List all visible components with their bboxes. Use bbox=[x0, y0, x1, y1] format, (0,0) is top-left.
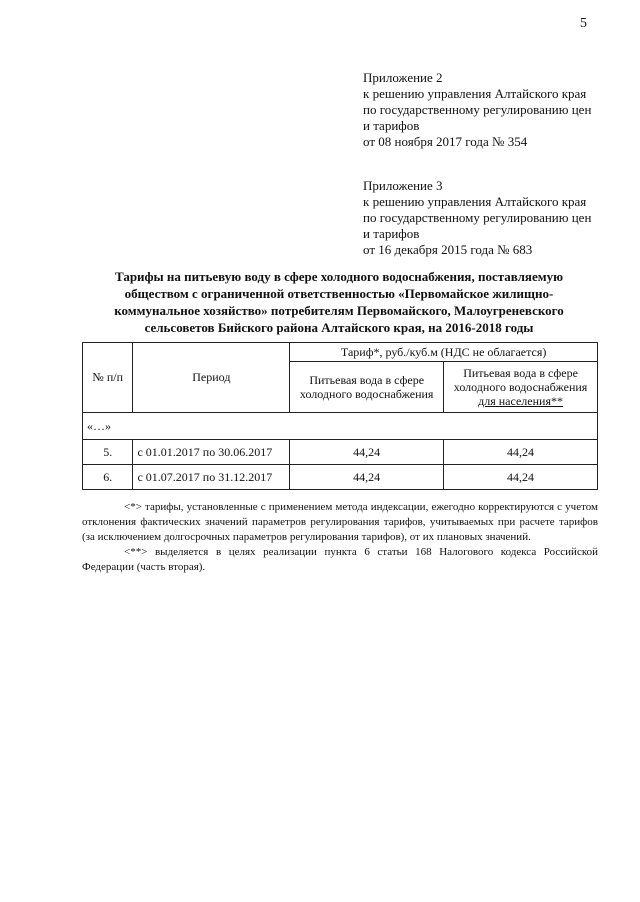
title-line: Тарифы на питьевую воду в сфере холодного водоснабжения, поставляемую bbox=[114, 269, 564, 284]
appendix-3-line: от 16 декабря 2015 года № 683 bbox=[363, 242, 533, 257]
header-col2-line: Питьевая вода в сфере bbox=[463, 366, 578, 380]
appendix-2-block bbox=[363, 70, 613, 150]
header-tariff: Тариф*, руб./куб.м (НДС не облагается) bbox=[290, 343, 598, 362]
cell-num: 5. bbox=[83, 440, 133, 465]
appendix-2-line: к решению управления Алтайского края bbox=[363, 86, 587, 101]
appendix-3-line: Приложение 3 bbox=[363, 178, 443, 193]
cell-val2: 44,24 bbox=[444, 440, 598, 465]
table-row bbox=[83, 465, 598, 490]
appendix-3-line: по государственному регулированию цен bbox=[363, 210, 592, 225]
header-col2-line: холодного водоснабжения bbox=[453, 380, 588, 394]
footnotes bbox=[82, 500, 598, 575]
header-col1: Питьевая вода в сфере холодного водоснабжения bbox=[290, 362, 444, 413]
cell-val2: 44,24 bbox=[444, 465, 598, 490]
table-row-ellipsis bbox=[83, 413, 598, 440]
title-line: обществом с ограниченной ответственностью «Первомайское жилищно- bbox=[124, 286, 554, 301]
appendix-3-line: и тарифов bbox=[363, 226, 420, 241]
document-title bbox=[82, 268, 596, 336]
footnote-1: <*> тарифы, установленные с применением метода индексации, ежегодно корректируются с учетом отклонения фактических значений параметров регулирования тарифов, учитываемых при расчете тарифов (за исключением долгосрочных параметров регулирования тарифов), от их плановых значений. bbox=[82, 501, 598, 543]
appendix-2-line: Приложение 2 bbox=[363, 70, 443, 85]
appendix-2-line: и тарифов bbox=[363, 118, 420, 133]
cell-num: 6. bbox=[83, 465, 133, 490]
title-line: сельсоветов Бийского района Алтайского края, на 2016-2018 годы bbox=[144, 320, 534, 335]
footnote-2: <**> выделяется в целях реализации пункта 6 статьи 168 Налогового кодекса Российской Федерации (часть вторая). bbox=[82, 546, 598, 573]
header-num: № п/п bbox=[83, 343, 133, 413]
table-row bbox=[83, 440, 598, 465]
header-col2 bbox=[444, 362, 598, 413]
table-header-row bbox=[83, 343, 598, 362]
appendix-2-line: от 08 ноября 2017 года № 354 bbox=[363, 134, 528, 149]
cell-period: с 01.01.2017 по 30.06.2017 bbox=[133, 440, 290, 465]
cell-val1: 44,24 bbox=[290, 465, 444, 490]
cell-period: с 01.07.2017 по 31.12.2017 bbox=[133, 465, 290, 490]
appendix-3-block bbox=[363, 178, 613, 258]
ellipsis-cell: «…» bbox=[83, 413, 598, 440]
cell-val1: 44,24 bbox=[290, 440, 444, 465]
page-number: 5 bbox=[580, 16, 587, 31]
header-col2-line: для населения** bbox=[478, 394, 563, 408]
header-period: Период bbox=[133, 343, 290, 413]
tariff-table bbox=[82, 342, 598, 490]
title-line: коммунальное хозяйство» потребителям Первомайского, Малоугреневского bbox=[114, 303, 564, 318]
appendix-2-line: по государственному регулированию цен bbox=[363, 102, 592, 117]
appendix-3-line: к решению управления Алтайского края bbox=[363, 194, 587, 209]
